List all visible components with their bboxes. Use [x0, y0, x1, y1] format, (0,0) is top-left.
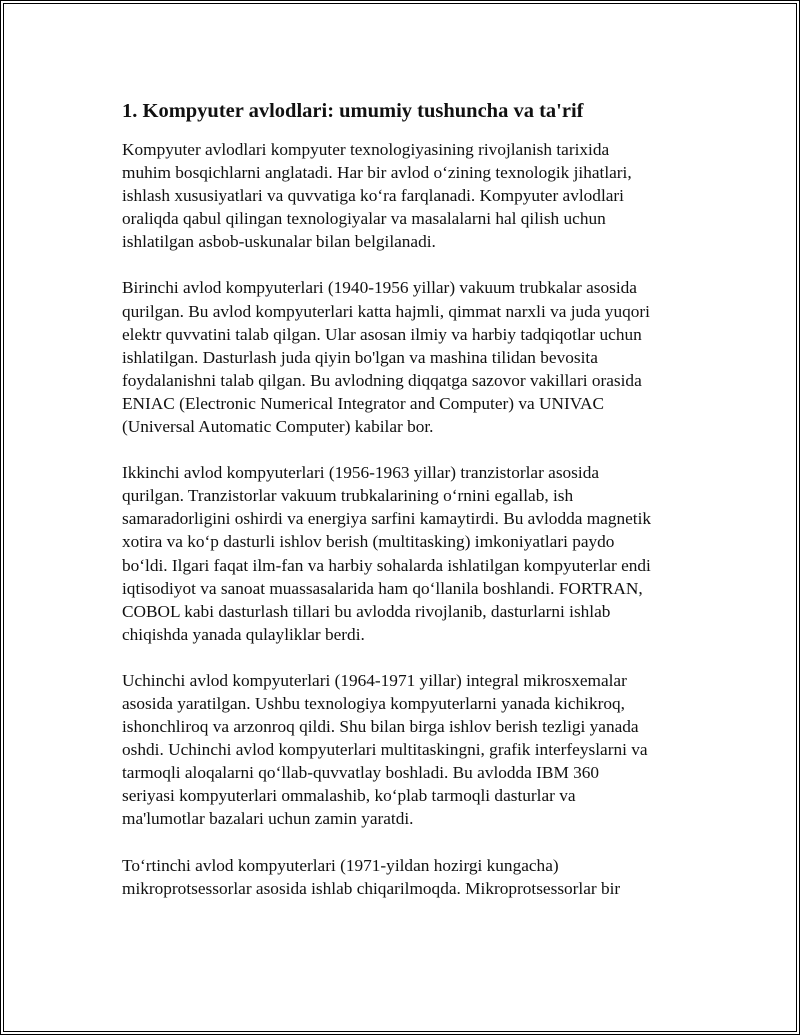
document-body — [122, 97, 692, 923]
text-line: chiqishda yanada qulayliklar berdi. — [122, 624, 365, 644]
text-line: asosida yaratilgan. Ushbu texnologiya kompyuterlarni yanada kichikroq, — [122, 693, 625, 713]
text-line: COBOL kabi dasturlash tillari bu avlodda rivojlanib, dasturlarni ishlab — [122, 601, 611, 621]
paragraph-fourth-generation — [122, 854, 692, 900]
text-line: qurilgan. Bu avlod kompyuterlari katta hajmli, qimmat narxli va juda yuqori — [122, 301, 650, 321]
text-line: qurilgan. Tranzistorlar vakuum trubkalarining o‘rnini egallab, ish — [122, 486, 574, 506]
text-line: Birinchi avlod kompyuterlari (1940-1956 yillar) vakuum trubkalar asosida — [122, 278, 637, 298]
text-line: muhim bosqichlarni anglatadi. Har bir avlod o‘zining texnologik jihatlari, — [122, 163, 632, 183]
text-line: ma'lumotlar bazalari uchun zamin yaratdi. — [122, 809, 414, 829]
text-line: bo‘ldi. Ilgari faqat ilm-fan va harbiy sohalarda ishlatilgan kompyuterlar endi — [122, 555, 651, 575]
paragraph-second-generation — [122, 461, 692, 646]
text-line: seriyasi kompyuterlari ommalashib, ko‘plab tarmoqli dasturlar va — [122, 786, 576, 806]
text-line: foydalanishni talab qilgan. Bu avlodning diqqatga sazovor vakillari orasida — [122, 370, 642, 390]
text-line: elektr quvvatini talab qilgan. Ular asosan ilmiy va harbiy tadqiqotlar uchun — [122, 324, 642, 344]
paragraph-first-generation — [122, 276, 692, 438]
text-line: Ikkinchi avlod kompyuterlari (1956-1963 yillar) tranzistorlar asosida — [122, 463, 600, 483]
text-line: mikroprotsessorlar asosida ishlab chiqarilmoqda. Mikroprotsessorlar bir — [122, 878, 621, 898]
text-line: ishlatilgan. Dasturlash juda qiyin bo'lgan va mashina tilidan bevosita — [122, 347, 598, 367]
section-heading: 1. Kompyuter avlodlari: umumiy tushuncha va ta'rif — [122, 100, 584, 122]
text-line: Kompyuter avlodlari kompyuter texnologiyasining rivojlanish tarixida — [122, 140, 610, 159]
text-line: Uchinchi avlod kompyuterlari (1964-1971 yillar) integral mikrosxemalar — [122, 670, 627, 690]
text-line: To‘rtinchi avlod kompyuterlari (1971-yildan hozirgi kungacha) — [122, 855, 559, 875]
text-line: samaradorligini oshirdi va energiya sarfini kamaytirdi. Bu avlodda magnetik — [122, 509, 652, 529]
text-line: ENIAC (Electronic Numerical Integrator and Computer) va UNIVAC — [122, 393, 604, 413]
paragraph-intro — [122, 138, 692, 253]
text-line: iqtisodiyot va sanoat muassasalarida ham qo‘llanila boshlandi. FORTRAN, — [122, 578, 643, 598]
text-line: oshdi. Uchinchi avlod kompyuterlari multitaskingni, grafik interfeyslarni va — [122, 740, 648, 760]
text-line: ishlatilgan asbob-uskunalar bilan belgilanadi. — [122, 232, 436, 252]
text-line: ishlash xususiyatlari va quvvatiga ko‘ra farqlanadi. Kompyuter avlodlari — [122, 186, 624, 206]
text-line: ishonchliroq va arzonroq qildi. Shu bilan birga ishlov berish tezligi yanada — [122, 717, 639, 737]
text-line: tarmoqli aloqalarni qo‘llab-quvvatlay boshladi. Bu avlodda IBM 360 — [122, 763, 600, 783]
text-line: xotira va ko‘p dasturli ishlov berish (multitasking) imkoniyatlari paydo — [122, 532, 615, 552]
paragraph-third-generation — [122, 669, 692, 831]
text-line: (Universal Automatic Computer) kabilar bor. — [122, 417, 434, 437]
text-line: oraliqda qabul qilingan texnologiyalar va masalalarni hal qilish uchun — [122, 209, 606, 229]
